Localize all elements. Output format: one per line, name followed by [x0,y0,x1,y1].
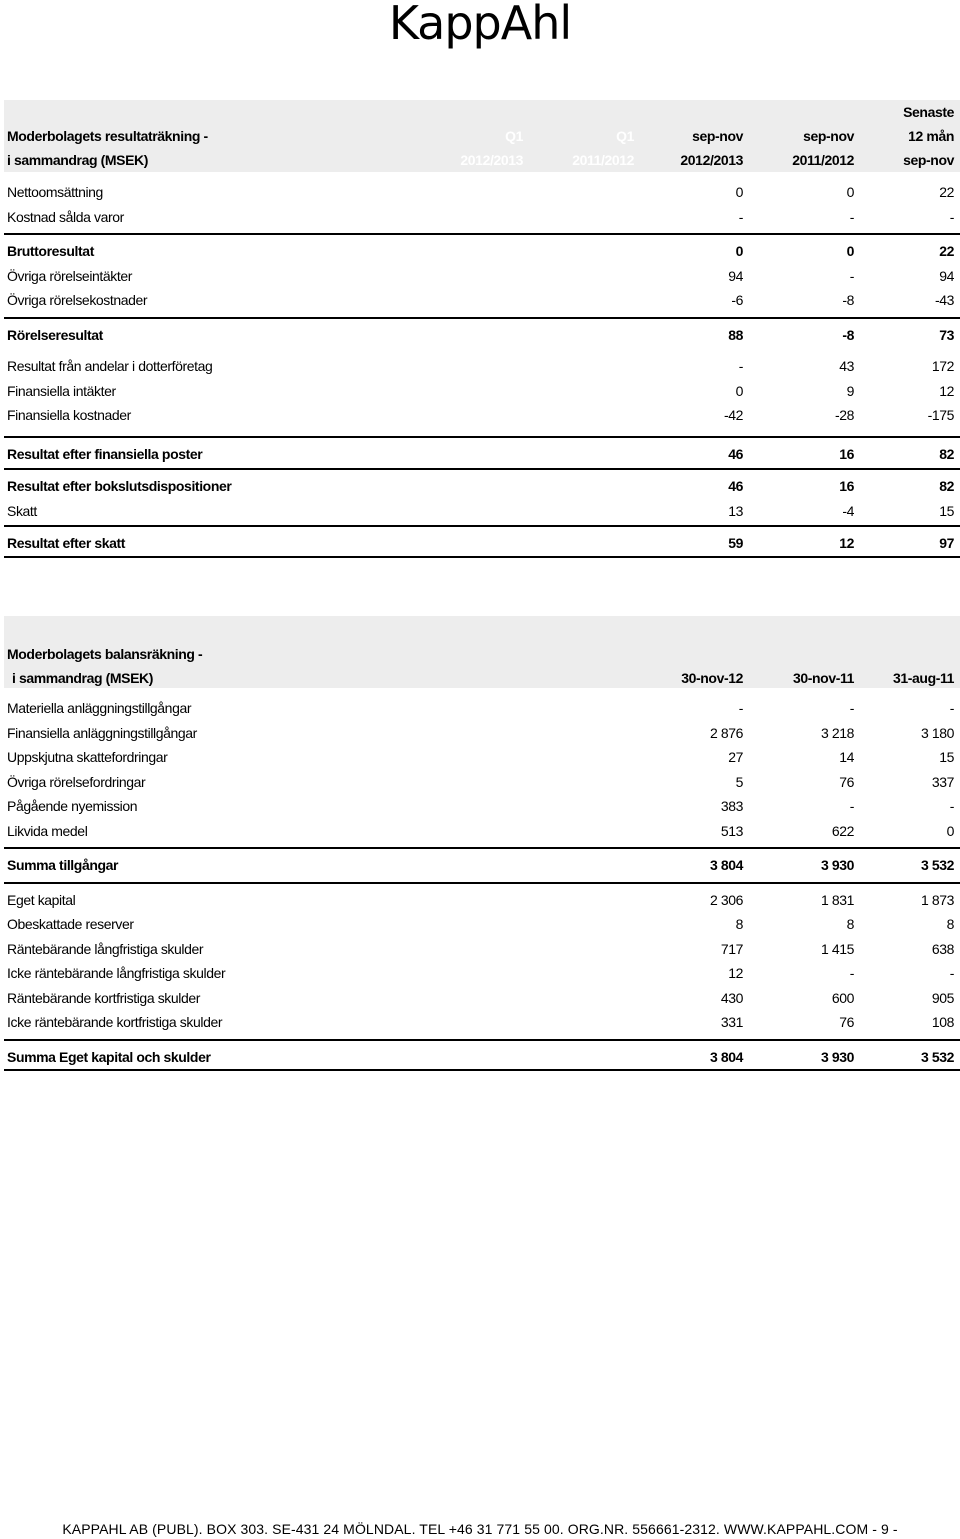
row-label: Likvida medel [7,822,88,839]
table-row [4,205,960,230]
table-row [4,379,960,404]
row-label: Bruttoresultat [7,243,94,259]
table-row [4,323,960,348]
col-header-mid-2: Q1 [616,128,634,144]
col-header-bot-4: 2011/2012 [792,152,854,168]
row-label: Finansiella intäkter [7,382,116,399]
row-value: - [738,208,743,225]
row-value: - [849,700,854,716]
col-header-top-5: Senaste [903,104,954,120]
row-label: Rörelseresultat [7,326,103,343]
row-label: Räntebärande kortfristiga skulder [7,989,201,1006]
divider [4,525,960,527]
row-value: - [738,700,743,716]
row-value: 3 930 [820,857,854,873]
table-row [4,499,960,524]
table-row [4,819,960,844]
row-label: Nettoomsättning [7,184,103,200]
table-row [4,442,960,467]
row-value: 16 [839,445,854,462]
row-value: 22 [939,243,954,259]
divider [4,468,960,470]
row-value: -43 [934,292,954,308]
balance-title-line2: i sammandrag (MSEK) [12,670,153,686]
row-label: Obeskattade reserver [7,916,134,932]
row-value: 82 [939,445,954,462]
row-value: 59 [728,535,743,551]
row-value: 600 [831,989,854,1006]
row-value: 3 804 [709,1048,743,1065]
row-value: 3 532 [920,857,954,873]
divider [4,1039,960,1041]
col-header-mid-4: sep-nov [803,128,854,144]
table-row [4,961,960,986]
row-value: 0 [846,243,854,259]
divider [4,436,960,438]
table-row [4,1045,960,1070]
row-value: 46 [728,478,743,494]
row-value: 0 [735,184,743,200]
income-title-line2: i sammandrag (MSEK) [7,152,148,168]
row-value: 3 180 [920,724,954,741]
row-value: 76 [839,773,854,790]
row-value: 8 [735,916,743,932]
row-label: Övriga rörelsekostnader [7,292,148,308]
row-label: Resultat efter finansiella poster [7,445,203,462]
row-value: 172 [931,358,954,374]
row-value: 12 [939,382,954,399]
row-value: 12 [839,535,854,551]
table-row [4,937,960,962]
row-label: Finansiella kostnader [7,407,131,423]
row-label: Resultat från andelar i dotterföretag [7,358,213,374]
row-value: - [849,798,854,814]
row-value: 8 [946,916,954,932]
row-value: -42 [723,407,743,423]
row-label: Övriga rörelsefordringar [7,773,146,790]
row-value: 638 [931,940,954,957]
table-row [4,180,960,205]
row-label: Eget kapital [7,891,76,908]
col-header-bot-3: 2012/2013 [680,152,743,168]
income-statement [4,100,960,562]
kappahl-logo: KappAhl [388,0,572,50]
row-value: 76 [839,1014,854,1030]
row-value: 513 [720,822,743,839]
row-value: 0 [946,822,954,839]
balance-title-line1: Moderbolagets balansräkning - [7,646,203,662]
row-value: 14 [839,749,854,765]
balance-sheet [4,616,960,1075]
income-title-line1: Moderbolagets resultaträkning - [7,128,208,144]
row-value: 22 [939,184,954,200]
table-row [4,888,960,913]
row-label: Skatt [7,502,37,519]
row-label: Resultat efter skatt [7,535,126,551]
table-row [4,986,960,1011]
row-value: 905 [931,989,954,1006]
row-value: 331 [720,1014,743,1030]
divider [4,233,960,235]
table-row [4,912,960,937]
row-value: 94 [939,267,954,284]
table-row [4,1010,960,1035]
row-value: 15 [939,502,954,519]
row-value: 82 [939,478,954,494]
col-header-bot-2: 2011/2012 [572,152,634,168]
row-value: -8 [842,292,854,308]
table-row [4,794,960,819]
row-label: Summa tillgångar [7,857,119,873]
divider [4,556,960,558]
row-value: -4 [842,502,854,519]
row-value: 3 218 [820,724,854,741]
table-row [4,770,960,795]
income-header [4,100,960,172]
table-row [4,853,960,878]
row-label: Uppskjutna skattefordringar [7,749,168,765]
col-header-3: 31-aug-11 [893,670,954,686]
row-value: 8 [846,916,854,932]
row-value: -28 [834,407,854,423]
row-value: 1 831 [820,891,854,908]
row-value: -175 [927,407,954,423]
row-value: 88 [728,326,743,343]
row-value: 27 [728,749,743,765]
row-value: 3 532 [920,1048,954,1065]
row-value: - [949,798,954,814]
row-value: 337 [931,773,954,790]
row-label: Summa Eget kapital och skulder [7,1048,211,1065]
divider [4,317,960,319]
row-value: 108 [931,1014,954,1030]
table-row [4,531,960,556]
row-value: 622 [831,822,854,839]
col-header-bot-1: 2012/2013 [460,152,523,168]
row-value: 0 [735,382,743,399]
row-value: - [849,208,854,225]
row-value: 97 [939,535,954,551]
row-value: - [949,700,954,716]
row-value: -8 [842,326,854,343]
divider [4,847,960,849]
row-value: 717 [720,940,743,957]
row-value: 94 [728,267,743,284]
row-value: - [849,267,854,284]
row-label: Materiella anläggningstillgångar [7,700,192,716]
col-header-2: 30-nov-11 [793,670,854,686]
row-value: - [949,208,954,225]
row-value: -6 [731,292,743,308]
row-value: 0 [846,184,854,200]
col-header-mid-3: sep-nov [692,128,743,144]
row-value: 2 306 [709,891,743,908]
table-row [4,721,960,746]
row-value: - [949,965,954,981]
col-header-bot-5: sep-nov [903,152,954,168]
row-value: - [738,358,743,374]
row-label: Räntebärande långfristiga skulder [7,940,204,957]
row-value: 5 [735,773,743,790]
row-value: 16 [839,478,854,494]
col-header-mid-1: Q1 [505,128,523,144]
table-row [4,288,960,313]
row-value: 3 930 [820,1048,854,1065]
row-value: 0 [735,243,743,259]
row-value: 430 [720,989,743,1006]
divider [4,882,960,884]
row-label: Icke räntebärande långfristiga skulder [7,965,226,981]
row-value: 1 415 [820,940,854,957]
row-value: 13 [728,502,743,519]
row-label: Övriga rörelseintäkter [7,267,133,284]
row-value: 1 873 [920,891,954,908]
table-row [4,474,960,499]
row-value: 3 804 [709,857,743,873]
row-value: 46 [728,445,743,462]
row-value: 9 [846,382,854,399]
col-header-1: 30-nov-12 [681,670,743,686]
row-value: 73 [939,326,954,343]
row-label: Pågående nyemission [7,798,138,814]
balance-header [4,616,960,688]
table-row [4,264,960,289]
row-value: 15 [939,749,954,765]
table-row [4,239,960,264]
table-row [4,403,960,428]
row-value: 43 [839,358,854,374]
divider [4,1069,960,1071]
row-label: Kostnad sålda varor [7,208,124,225]
row-label: Finansiella anläggningstillgångar [7,724,197,741]
table-row [4,696,960,721]
row-value: 12 [728,965,743,981]
table-row [4,354,960,379]
page-footer: KAPPAHL AB (PUBL). BOX 303. SE-431 24 MÖLNDAL. TEL +46 31 771 55 00. ORG.NR. 556661-2312. WWW.KAPPAHL.COM - 9 - [62,1521,898,1537]
col-header-mid-5: 12 mån [908,128,954,144]
row-label: Resultat efter bokslutsdispositioner [7,478,232,494]
row-value: - [849,965,854,981]
row-value: 383 [720,798,743,814]
row-value: 2 876 [709,724,743,741]
row-label: Icke räntebärande kortfristiga skulder [7,1014,223,1030]
table-row [4,745,960,770]
